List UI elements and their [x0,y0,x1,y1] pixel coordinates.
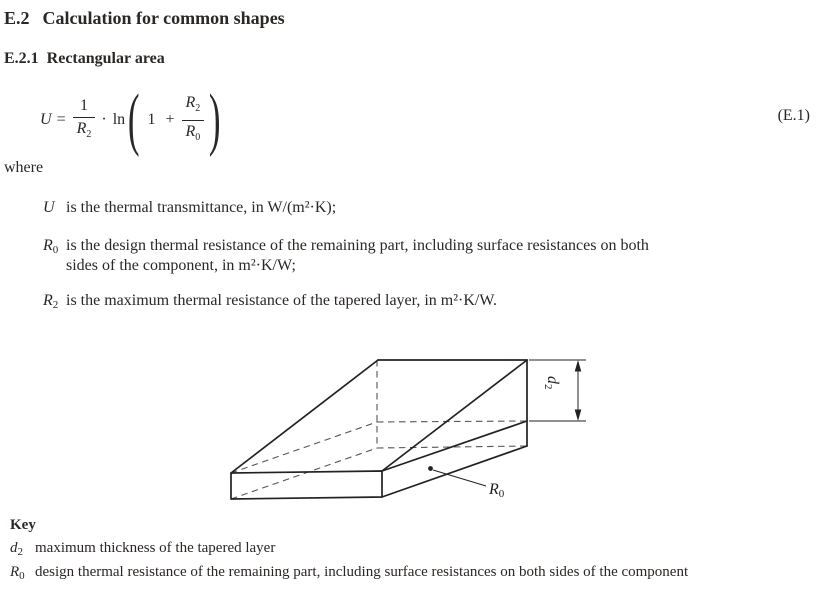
definition-text-R2: is the maximum thermal resistance of the tapered layer, in m²·K/W. [66,292,497,309]
fraction-numerator: 1 [79,96,88,114]
section-title: Calculation for common shapes [42,8,285,28]
key-text-d2: maximum thickness of the tapered layer [35,540,276,556]
fraction-denominator: $R_2$ [73,117,96,145]
fraction-1-over-R2 [73,96,96,145]
ln-function: ln [112,111,126,128]
equation-number: (E.1) [777,107,810,124]
open-paren: ( [127,81,140,158]
definition-text-R0-line2: sides of the component, in m²·K/W; [66,257,296,274]
plus-sign: + [165,111,175,128]
wedge-diagram [0,345,820,510]
callout-label-r0: $R_0$ [489,481,505,500]
section-number: E.2 [4,8,30,28]
fraction-R2-over-R0 [182,93,205,148]
one-term: 1 [147,111,156,128]
fraction-denominator: $R_0$ [182,120,205,148]
dimension-label-d2: $d_2$ [542,376,561,390]
key-symbol-d2: $d_2$ [10,540,23,558]
subsection-number: E.2.1 [4,50,39,67]
close-paren: ) [209,81,221,158]
figure-tapered-rectangular-area [0,345,820,510]
equals-sign: = [56,111,66,128]
definition-text-U: is the thermal transmittance, in W/(m²·K); [66,199,337,216]
definition-symbol-U: U [43,199,55,216]
key-title: Key [10,517,36,533]
subsection-heading [4,48,165,70]
key-text-r0: design thermal resistance of the remaining part, including surface resistances on both sides of the component [35,564,689,580]
key-symbol-r0: $R_0$ [10,564,25,582]
where-label: where [4,159,44,176]
equation [40,81,224,158]
hidden-edges [231,360,527,499]
definition-symbol-R0: $R_0$ [43,237,59,256]
definition-symbol-R2: $R_2$ [43,292,59,311]
solid-edges [231,360,527,499]
section-heading [4,6,285,30]
subsection-title: Rectangular area [46,50,165,67]
definition-text-R0-line1: is the design thermal resistance of the remaining part, including surface resistances on both [66,237,649,254]
leader-line-r0 [428,466,486,486]
multiplication-dot: · [101,111,107,128]
fraction-numerator: $R_2$ [185,93,201,114]
equation-lhs: U [40,111,52,128]
